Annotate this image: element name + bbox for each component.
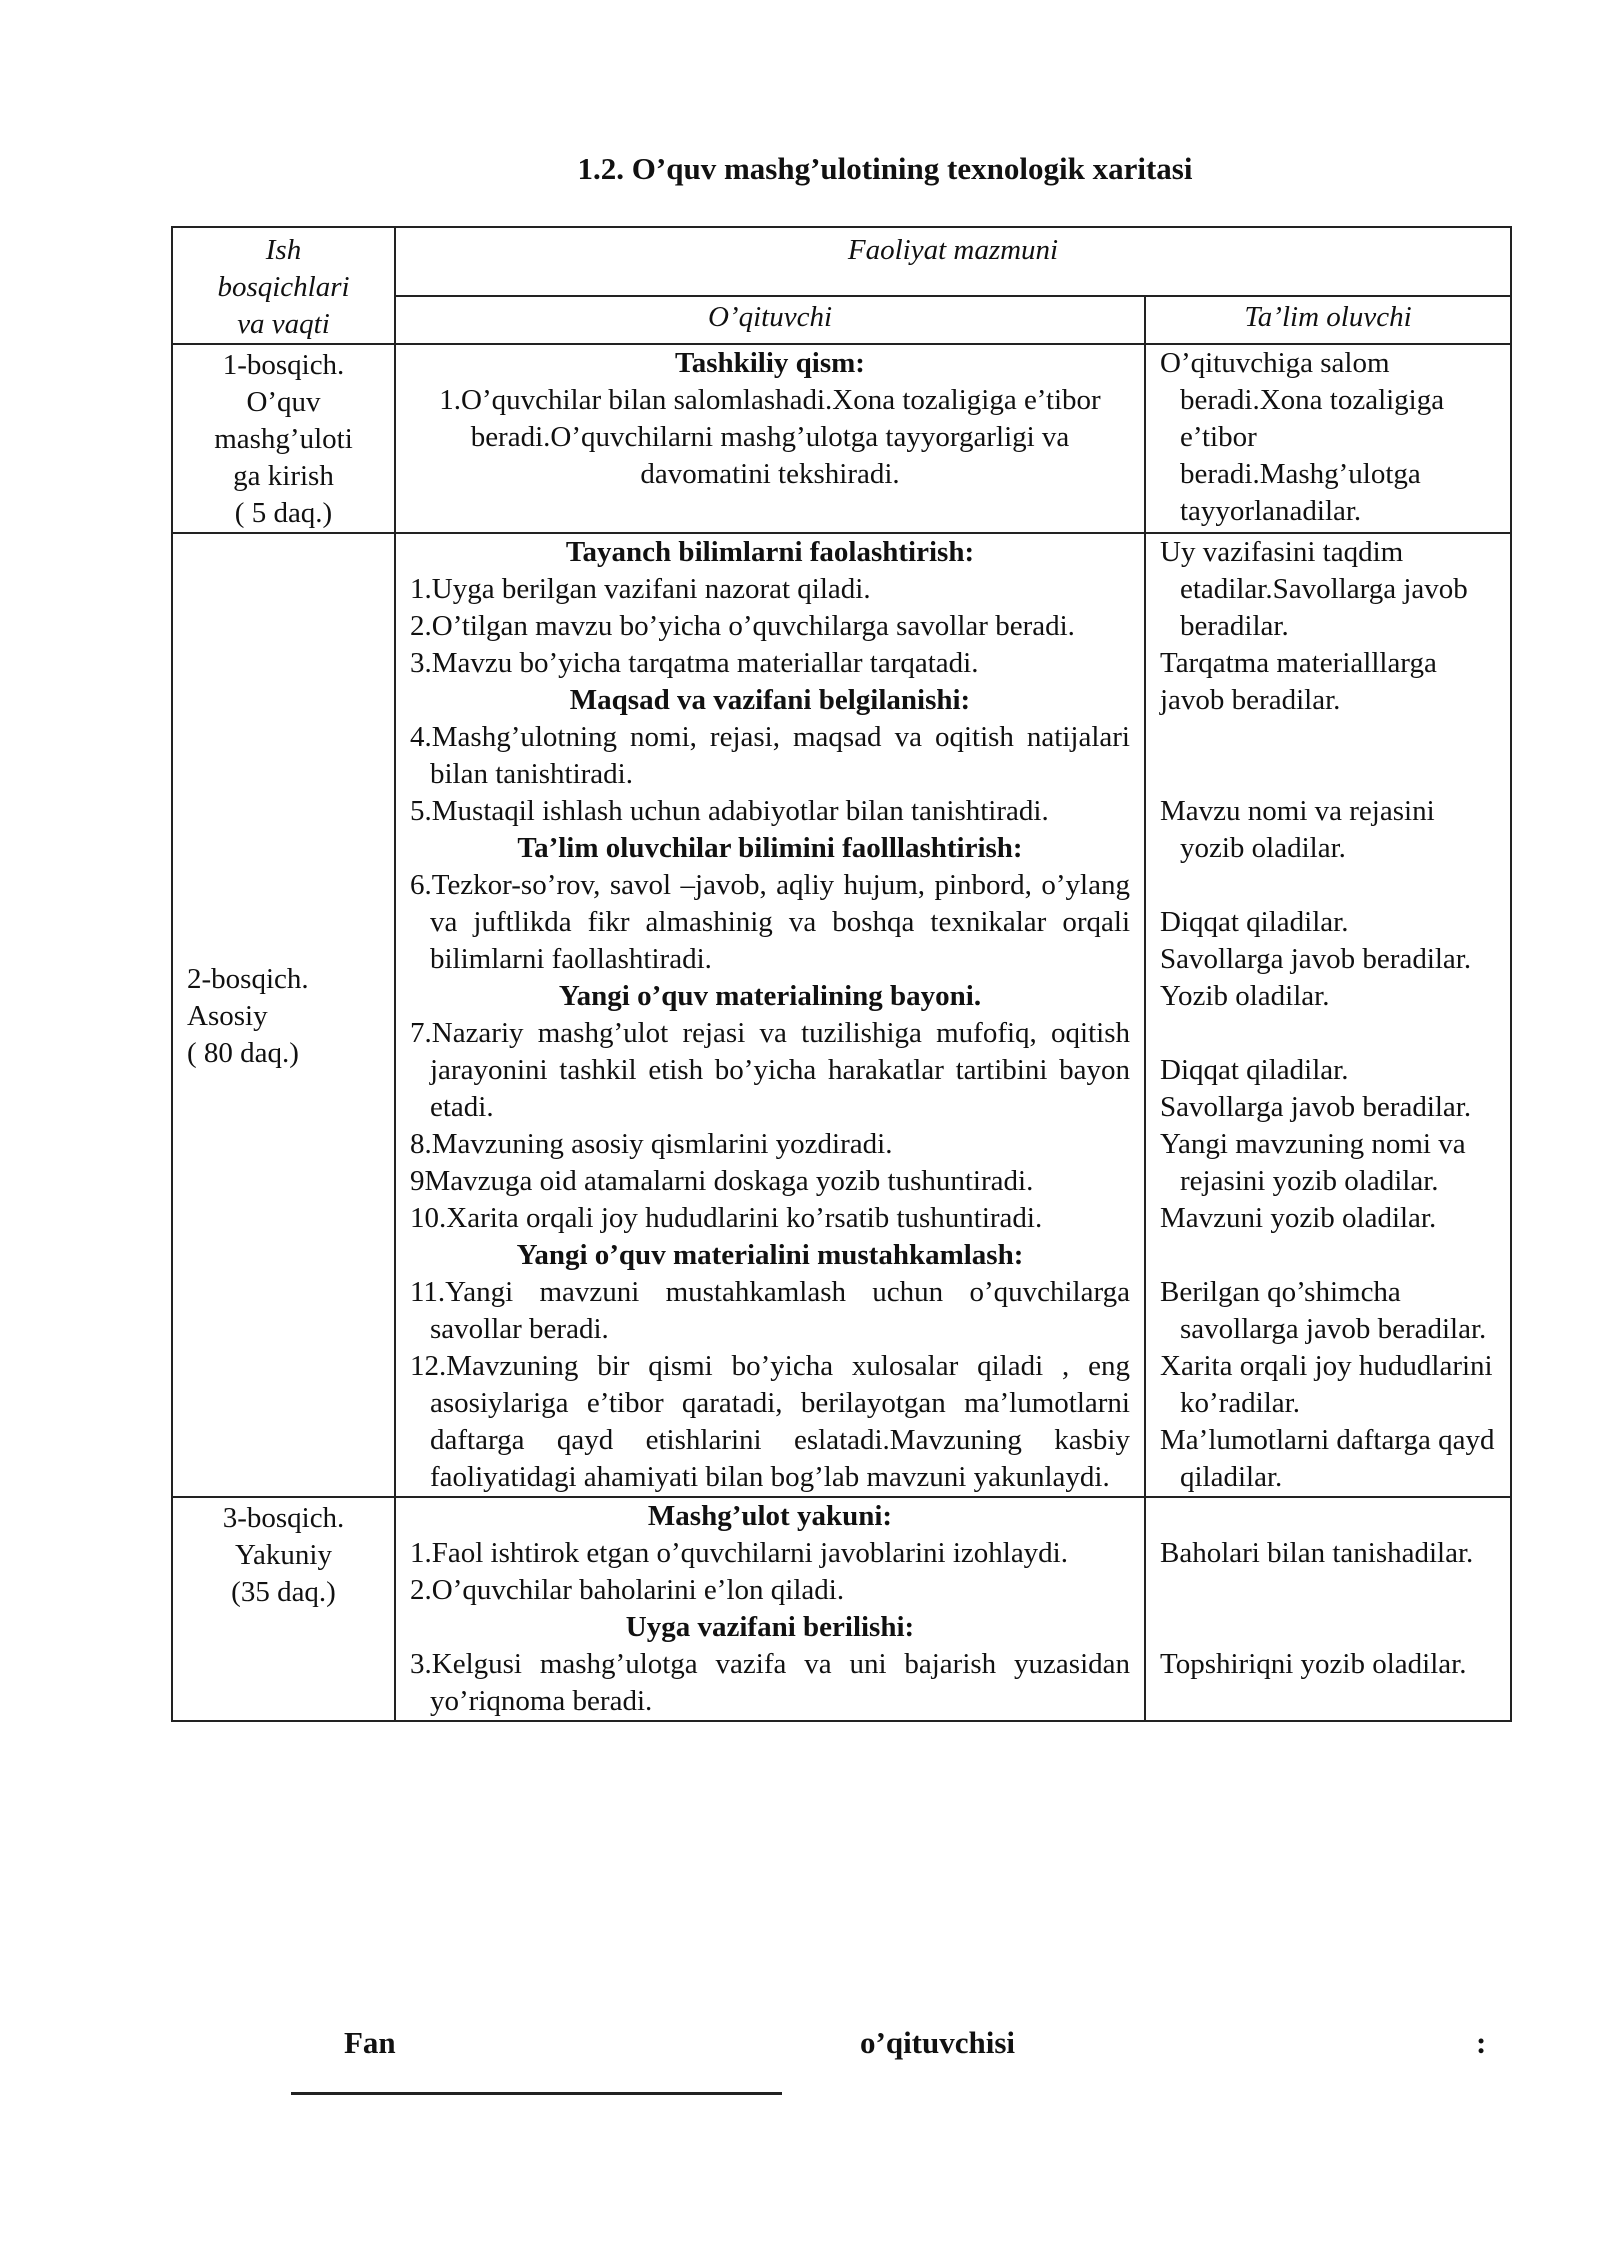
student-action: Baholari bilan tanishadilar. (1160, 1537, 1474, 1569)
spacer (1160, 1609, 1496, 1646)
section-heading: Maqsad va vazifani belgilanishi: (569, 684, 971, 716)
teacher-step: 11.Yangi mavzuni mustahkamlash uchun o’quvchilarga savollar beradi. (410, 1276, 1130, 1345)
section-heading: Yangi o’quv materialining bayoni. (558, 980, 982, 1012)
signature-line (291, 2092, 782, 2095)
stage-line: (35 daq.) (231, 1576, 336, 1608)
student-action: Savollarga javob beradilar. (1160, 943, 1472, 975)
table-row (172, 533, 1511, 1497)
student-action: Berilgan qo’shimcha savollarga javob beradilar. (1160, 1276, 1487, 1345)
table-row (172, 1497, 1511, 1721)
spacer (1160, 1015, 1496, 1052)
student-cell (1145, 344, 1511, 533)
teacher-step: 2.O’tilgan mavzu bo’yicha o’quvchilarga savollar beradi. (410, 610, 1075, 642)
footer-colon: : (1476, 2025, 1487, 2060)
teacher-step: 3.Mavzu bo’yicha tarqatma materiallar tarqatadi. (410, 647, 979, 679)
student-action: Yangi mavzuning nomi va rejasini yozib oladilar. (1160, 1128, 1466, 1197)
technology-map-table (171, 226, 1512, 1722)
student-cell (1145, 533, 1511, 1497)
spacer (1160, 867, 1496, 904)
stage-line: 3-bosqich. (222, 1502, 345, 1534)
table-row (172, 344, 1511, 533)
spacer (1160, 1572, 1496, 1609)
teacher-step: 12.Mavzuning bir qismi bo’yicha xulosalar qiladi , eng asosiylariga e’tibor qaratadi, berilayotgan ma’lumotlarni daftarga qayd etishlarini eslatadi.Mavzuning kasbiy faoliyatidagi ahamiyati bilan bog’lab mavzuni yakunlaydi. (410, 1350, 1130, 1493)
student-action: Diqqat qiladilar. (1160, 906, 1349, 938)
section-heading: Uyga vazifani berilishi: (625, 1611, 915, 1643)
spacer (1160, 719, 1496, 756)
teacher-step: 7.Nazariy mashg’ulot rejasi va tuzilishiga mufofiq, oqitish jarayonini tashkil etish bo’yicha harakatlar tartibini bayon etadi. (410, 1017, 1130, 1123)
teacher-cell (395, 533, 1145, 1497)
student-action: Yozib oladilar. (1160, 980, 1330, 1012)
table-header-row (172, 227, 1511, 296)
student-action: Mavzuni yozib oladilar. (1160, 1202, 1437, 1234)
section-heading: Mashg’ulot yakuni: (647, 1500, 893, 1532)
stage-line: mashg’uloti (214, 423, 353, 455)
student-action: Xarita orqali joy hududlarini ko’radilar. (1160, 1350, 1493, 1419)
stage-line: Asosiy (187, 999, 268, 1032)
spacer (1160, 1237, 1496, 1274)
teacher-step: 9Mavzuga oid atamalarni doskaga yozib tushuntiradi. (410, 1165, 1034, 1197)
header-stages-line: Ish (265, 234, 302, 266)
student-action: Tarqatma materialllarga javob beradilar. (1160, 647, 1437, 716)
stage-line: 1-bosqich. (222, 349, 345, 381)
student-action: Uy vazifasini taqdim etadilar.Savollarga javob beradilar. (1160, 536, 1468, 642)
student-action: Ma’lumotlarni daftarga qayd qiladilar. (1160, 1424, 1495, 1493)
teacher-step: 5.Mustaqil ishlash uchun adabiyotlar bilan tanishtiradi. (410, 795, 1049, 827)
teacher-cell (395, 1497, 1145, 1721)
header-student: Ta’lim oluvchi (1145, 296, 1511, 344)
section-heading: Yangi o’quv materialini mustahkamlash: (516, 1239, 1024, 1271)
footer-subject-label: Fan (344, 2025, 396, 2060)
student-action: Savollarga javob beradilar. (1160, 1091, 1472, 1123)
teacher-text: 1.O’quvchilar bilan salomlashadi.Xona tozaligiga e’tibor beradi.O’quvchilarni mashg’ulotga tayyorgarligi va davomatini tekshiradi. (439, 384, 1101, 490)
header-activity-content: Faoliyat mazmuni (395, 227, 1511, 296)
section-heading: Tayanch bilimlarni faolashtirish: (565, 536, 975, 568)
teacher-step: 8.Mavzuning asosiy qismlarini yozdiradi. (410, 1128, 893, 1160)
stage-line: 2-bosqich. (187, 962, 309, 995)
spacer (1160, 756, 1496, 793)
header-teacher: O’qituvchi (395, 296, 1145, 344)
stage-line: ( 80 daq.) (187, 1036, 299, 1069)
teacher-step: 10.Xarita orqali joy hududlarini ko’rsatib tushuntiradi. (410, 1202, 1043, 1234)
stage-cell (172, 1497, 395, 1721)
teacher-step: 1.Faol ishtirok etgan o’quvchilarni javoblarini izohlaydi. (410, 1537, 1068, 1569)
spacer (1160, 1498, 1496, 1535)
stage-cell (172, 533, 395, 1497)
stage-line: ( 5 daq.) (234, 497, 333, 529)
teacher-step: 4.Mashg’ulotning nomi, rejasi, maqsad va oqitish natijalari bilan tanishtiradi. (410, 721, 1130, 790)
stage-line: ga kirish (233, 460, 334, 492)
teacher-step: 3.Kelgusi mashg’ulotga vazifa va uni bajarish yuzasidan yo’riqnoma beradi. (410, 1648, 1130, 1717)
teacher-step: 2.O’quvchilar baholarini e’lon qiladi. (410, 1574, 845, 1606)
document-title: 1.2. O’quv mashg’ulotining texnologik xaritasi (577, 151, 1193, 186)
section-heading: Ta’lim oluvchilar bilimini faolllashtirish: (517, 832, 1023, 864)
teacher-step: 1.Uyga berilgan vazifani nazorat qiladi. (410, 573, 871, 605)
student-cell (1145, 1497, 1511, 1721)
footer-teacher-label: o’qituvchisi (860, 2025, 1016, 2060)
stage-line: O’quv (246, 386, 321, 418)
header-stages-line: va vaqti (237, 308, 330, 340)
header-stages (172, 227, 395, 344)
teacher-cell (395, 344, 1145, 533)
student-action: Mavzu nomi va rejasini yozib oladilar. (1160, 795, 1435, 864)
section-heading: Tashkiliy qism: (675, 347, 865, 379)
teacher-step: 6.Tezkor-so’rov, savol –javob, aqliy hujum, pinbord, o’ylang va juftlikda fikr almashinig va boshqa texnikalar orqali bilimlarni faollashtiradi. (410, 869, 1130, 975)
student-action: O’qituvchiga salom beradi.Xona tozaligiga e’tibor beradi.Mashg’ulotga tayyorlanadilar. (1160, 347, 1445, 527)
header-stages-line: bosqichlari (217, 271, 350, 303)
student-action: Diqqat qiladilar. (1160, 1054, 1349, 1086)
stage-line: Yakuniy (235, 1539, 332, 1571)
stage-cell (172, 344, 395, 533)
student-action: Topshiriqni yozib oladilar. (1160, 1648, 1467, 1680)
